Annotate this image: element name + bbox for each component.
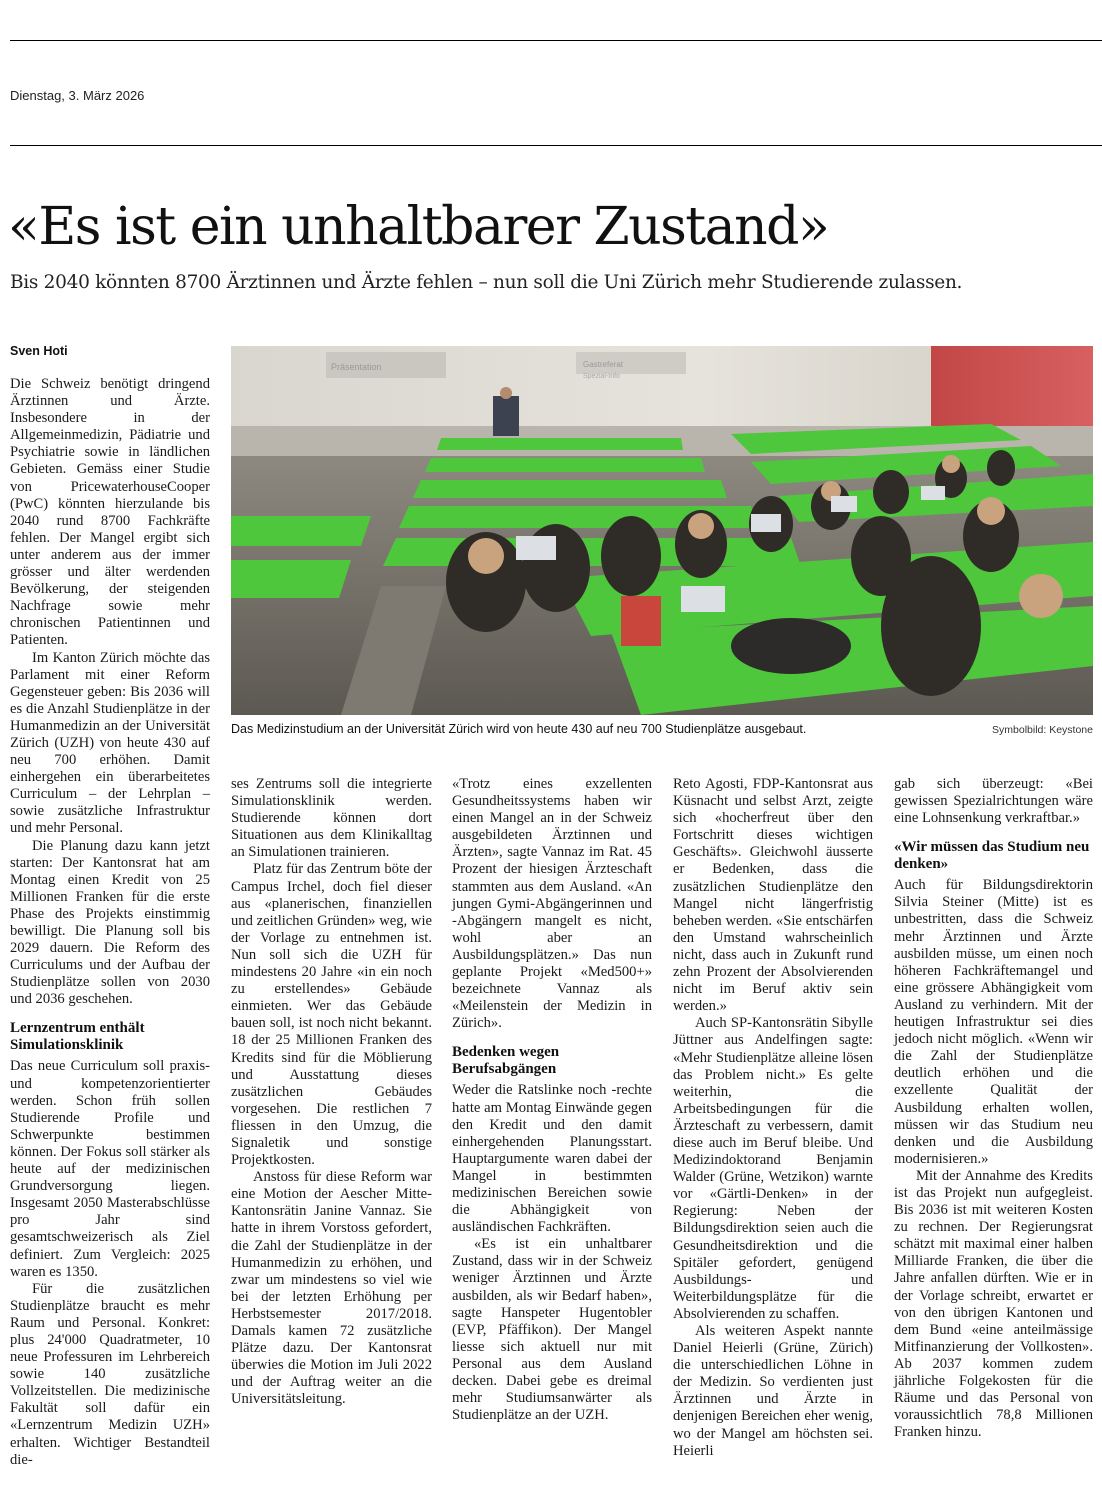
top-rule xyxy=(10,40,1102,41)
paragraph: Weder die Ratslinke noch -rechte hatte am Montag Einwände gegen den Kredit und den damit einhergehenden Planungsstart. Hauptargumente waren dabei der Mangel in bestimmten medizinischen Bereichen sowie die Abhängigkeit von ausländischen Fachkräften. xyxy=(452,1082,652,1236)
paragraph: Reto Agosti, FDP-Kantonsrat aus Küsnacht und selbst Arzt, zeigte sich «hocherfreut über den Fortschritt dieses wichtigen Geschäfts». Gleichwohl äusserte er Bedenken, dass die zusätzlichen Studienplätze den Mangel nicht längerfristig beheben werden. «Sie entschärfen den Umstand wahrscheinlich nicht, dass auch in Zukunft rund zehn Prozent der Absolvierenden nicht im Beruf aktiv sein werden.» xyxy=(673,776,873,1015)
paragraph: Mit der Annahme des Kredits ist das Projekt nun aufgegleist. Bis 2036 ist mit weiteren Kosten zu rechnen. Der Regierungsrat schätzt mit maximal einer halben Milliarde Franken, die über die Jahre anfallen dürften. Wie er in der Vorlage schreibt, erwartet er von den übrigen Kantonen und dem Bund «eine anteilmässige Mitfinanzierung der Vollkosten». Ab 2037 kommen zudem jährliche Folgekosten für die Räume und das Personal von voraussichtlich 78,8 Millionen Franken hinzu. xyxy=(894,1167,1093,1441)
screen-text-2: Gastreferat xyxy=(583,360,624,369)
screen-text-1: Präsentation xyxy=(331,362,382,372)
photo-credit: Symbolbild: Keystone xyxy=(992,724,1093,736)
paragraph: Für die zusätzlichen Studienplätze braucht es mehr Raum und Personal. Konkret: plus 24'000 Quadratmeter, 10 neue Professuren im Lehrbereich sowie 140 zusätzliche Vollzeitstellen. Die medizinische Fakultät soll dafür ein «Lernzentrum Medizin UZH» erhalten. Wichtiger Bestandteil die- xyxy=(10,1280,210,1468)
paragraph: Auch SP-Kantonsrätin Sibylle Jüttner aus Andelfingen sagte: «Mehr Studienplätze alleine lösen das Problem nicht.» Es gelte weiterhin, die Arbeitsbedingungen für die Ärzteschaft zu verbessern, damit diese auch im Beruf bleibe. Und Medizindoktorand Benjamin Walder (Grüne, Wetzikon) warnte vor «Gärtli-Denken» in der Regierung: Neben der Bildungsdirektion seien auch die Gesundheitsdirektion und die Spitäler gefordert, genügend Ausbildungs- und Weiterbildungsplätze für die Absolvierenden zu schaffen. xyxy=(673,1015,873,1322)
paragraph: Anstoss für diese Reform war eine Motion der Aescher Mitte-Kantonsrätin Janine Vannaz. Sie hatte in ihrem Vorstoss gefordert, die Zahl der Studienplätze in der Humanmedizin zu erhöhen, und zwar um mindestens so viel wie bei der letzten Erhöhung per Herbstsemester 2017/2018. Damals kamen 72 zusätzliche Plätze dazu. Der Kantonsrat überwies die Motion im Juli 2022 und der Auftrag weiter an die Universitätsleitung. xyxy=(231,1169,432,1408)
paragraph: gab sich überzeugt: «Bei gewissen Spezialrichtungen wäre eine Lohnsenkung verkraftbar.» xyxy=(894,776,1093,827)
paragraph: ses Zentrums soll die integrierte Simulationsklinik werden. Studierende können dort Situationen aus dem Klinikalltag an Simulationen trainieren. xyxy=(231,776,432,861)
paragraph: Die Schweiz benötigt dringend Ärztinnen und Ärzte. Insbesondere in der Allgemeinmedizin, Pädiatrie und Psychiatrie sowie in ländlichen Gebieten. Gemäss einer Studie von PricewaterhouseCooper (PwC) könnten hierzulande bis 2040 rund 8700 Fachkräfte fehlen. Der Mangel ergibt sich unter anderem aus der immer grösser und älter werdenden Bevölkerung, der steigenden Nachfrage sowie mehr chronischen Patientinnen und Patienten. xyxy=(10,376,210,649)
paragraph: Im Kanton Zürich möchte das Parlament mit einer Reform Gegensteuer geben: Bis 2036 will es die Anzahl Studienplätze in der Humanmedizin an der Universität Zürich (UZH) von heute 430 auf neu 700 erhöhen. Damit einhergehen ein überarbeitetes Curriculum – der Lehrplan – sowie zusätzliche Infrastruktur und mehr Personal. xyxy=(10,649,210,837)
article-column-5 xyxy=(894,776,1093,1441)
subheading: Lernzentrum enthält Simulationsklinik xyxy=(10,1020,145,1054)
paragraph: «Es ist ein unhaltbarer Zustand, dass wir in der Schweiz weniger Ärztinnen und Ärzte ausbilden, als wir Bedarf haben», sagte Hanspeter Hugentobler (EVP, Pfäffikon). Der Mangel liesse sich aktuell nur mit Personal aus dem Ausland decken. Dabei gebe es dreimal mehr Studiumsanwärter als Studienplätze an der UZH. xyxy=(452,1236,652,1424)
paragraph: Die Planung dazu kann jetzt starten: Der Kantonsrat hat am Montag einen Kredit von 25 Millionen Franken für die erste Phase des Projekts einstimmig bewilligt. Die Planung soll bis 2029 dauern. Die Reform des Curriculums und der Aufbau der Studienplätze sollen von 2030 und 2036 geschehen. xyxy=(10,837,210,1008)
paragraph: Das neue Curriculum soll praxis- und kompetenzorientierter werden. Schon früh sollen Studierende Profile und Schwerpunkte bestimmen können. Der Fokus soll stärker als heute auf der medizinischen Grundversorgung liegen. Insgesamt 2050 Masterabschlüsse pro Jahr sind gesamtschweizerisch als Ziel definiert. Zum Vergleich: 2025 waren es 1350. xyxy=(10,1058,210,1280)
paragraph: Als weiteren Aspekt nannte Daniel Heierli (Grüne, Zürich) die unterschiedlichen Löhne in der Medizin. So verdienten just Ärztinnen und Ärzte in denjenigen Bereichen eher wenig, wo der Mangel am höchsten sei. Heierli xyxy=(673,1323,873,1459)
article-column-3 xyxy=(452,776,652,1424)
lecture-hall-photo xyxy=(231,346,1093,715)
author-byline: Sven Hoti xyxy=(10,344,68,358)
paragraph: Platz für das Zentrum böte der Campus Irchel, doch fiel dieser aus «planerischen, finanziellen und zeitlichen Gründen» weg, wie der Vorlage zu entnehmen ist. Nun soll sich die UZH für mindestens 20 Jahre «in ein noch zu erstellendes» Gebäude einmieten. Wer das Gebäude bauen soll, ist noch nicht bekannt. 18 der 25 Millionen Franken des Kredits sind für die Möblierung und Ausstattung dieses zusätzlichen Gebäudes vorgesehen. Die restlichen 7 fliessen in den Umzug, die Signaletik und sonstige Projektkosten. xyxy=(231,861,432,1169)
article-column-1 xyxy=(10,376,210,1469)
issue-date: Dienstag, 3. März 2026 xyxy=(10,88,145,103)
article-column-4 xyxy=(673,776,873,1460)
screen-text-3: Spezial-Info xyxy=(583,373,620,380)
paragraph: «Trotz eines exzellenten Gesundheitssystems haben wir einen Mangel an in der Schweiz ausgebildeten Ärztinnen und Ärzten», sagte Vannaz im Rat. 45 Prozent der hiesigen Ärzteschaft stammten aus dem Ausland. «An jungen Gymi-Abgängerinnen und -Abgängern mangelt es nicht, wohl aber an Ausbildungsplätzen.» Das nun geplante Projekt «Med500+» bezeichnete Vannaz als «Meilenstein der Medizin in Zürich». xyxy=(452,776,652,1032)
photo-caption: Das Medizinstudium an der Universität Zürich wird von heute 430 auf neu 700 Studienplätze ausgebaut. xyxy=(231,722,807,736)
subheading: Bedenken wegen Berufsabgängen xyxy=(452,1044,560,1078)
subheading: «Wir müssen das Studium neu denken» xyxy=(894,839,1090,873)
header-rule xyxy=(10,145,1102,146)
article-subheadline: Bis 2040 könnten 8700 Ärztinnen und Ärzte fehlen – nun soll die Uni Zürich mehr Studierende zulassen. xyxy=(10,272,963,293)
article-headline: «Es ist ein unhaltbarer Zustand» xyxy=(8,197,829,257)
paragraph: Auch für Bildungsdirektorin Silvia Steiner (Mitte) ist es unbestritten, dass die Schweiz mehr Ärztinnen und Ärzte ausbilden müsse, um einen noch höheren Fachkräftemangel und eine grössere Abhängigkeit vom Ausland zu verhindern. Mit der heutigen Infrastruktur sei dies jedoch nicht möglich. «Wenn wir die Zahl der Studienplätze deutlich erhöhen und die exzellente Qualität der Ausbildung erhalten wollen, müssen wir das Studium neu denken und die Ausbildung modernisieren.» xyxy=(894,877,1093,1167)
article-column-2 xyxy=(231,776,432,1408)
